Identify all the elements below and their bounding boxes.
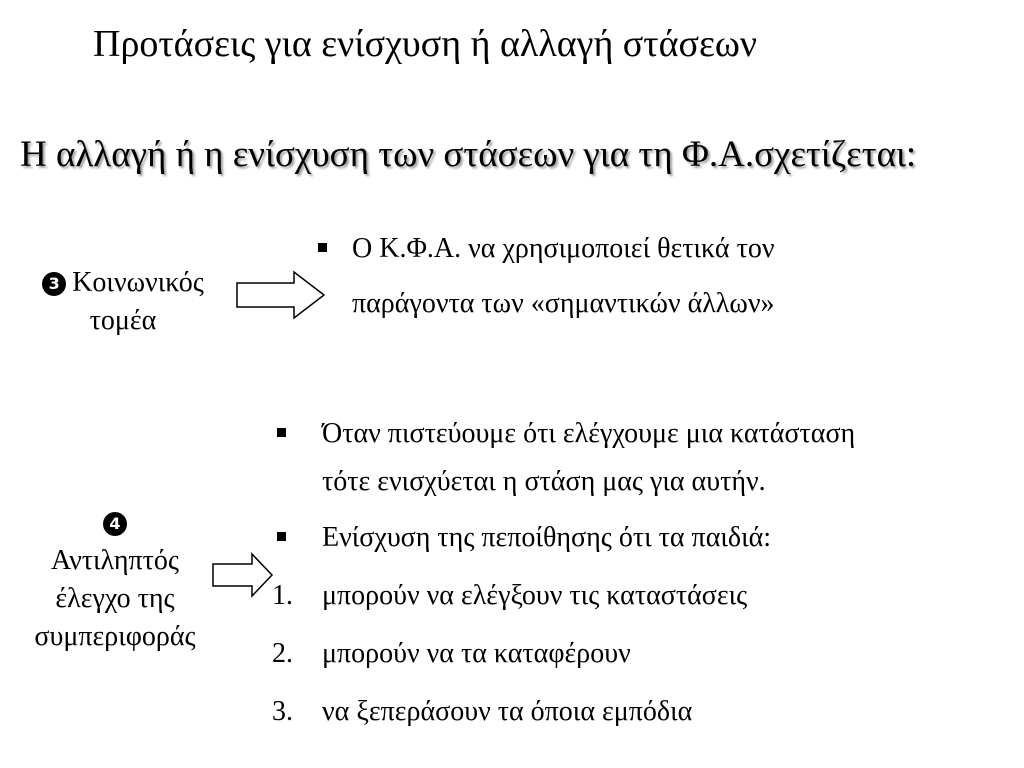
square-bullet-icon	[277, 428, 286, 437]
list-item: να ξεπεράσουν τα όποια εμπόδια	[322, 696, 693, 727]
square-bullet-icon	[318, 243, 327, 252]
bullet-text-line: τότε ενισχύεται η στάση μας για αυτήν.	[322, 466, 766, 497]
numbered-circle-icon: 3	[42, 272, 66, 296]
section-3-label-line-2: τομέα	[89, 305, 157, 336]
list-item-number: 1.	[272, 580, 293, 611]
section-4-label-line-1: Αντιληπτός	[50, 545, 180, 576]
square-bullet-icon	[277, 532, 286, 541]
section-4-label-line-2: έλεγχο της	[55, 583, 175, 614]
section-3-label-line-1: 3 Κοινωνικός	[8, 264, 238, 302]
bullet-text-line: Ο Κ.Φ.Α. να χρησιμοποιεί θετικά τον	[352, 233, 775, 264]
section-4-label-line-3: συμπεριφοράς	[34, 621, 196, 652]
bullet-text-line: παράγοντα των «σημαντικών άλλων»	[352, 288, 775, 319]
bullet-text-line: Όταν πιστεύουμε ότι ελέγχουμε μια κατάσταση	[322, 418, 856, 449]
numbered-circle-icon: 4	[103, 512, 127, 536]
list-item: μπορούν να ελέγξουν τις καταστάσεις	[322, 580, 748, 611]
section-4-label	[8, 504, 222, 656]
right-arrow-icon	[236, 270, 326, 320]
section-3-label	[8, 264, 238, 340]
slide-subtitle: Η αλλαγή ή η ενίσχυση των στάσεων για τη Φ.Α.σχετίζεται:	[20, 134, 917, 175]
right-arrow-icon	[212, 552, 274, 598]
list-item-number: 2.	[272, 638, 293, 669]
list-item: μπορούν να τα καταφέρουν	[322, 638, 631, 669]
bullet-text-line: Ενίσχυση της πεποίθησης ότι τα παιδιά:	[322, 522, 772, 553]
slide-title: Προτάσεις για ενίσχυση ή αλλαγή στάσεων	[93, 23, 758, 65]
list-item-number: 3.	[272, 696, 293, 727]
